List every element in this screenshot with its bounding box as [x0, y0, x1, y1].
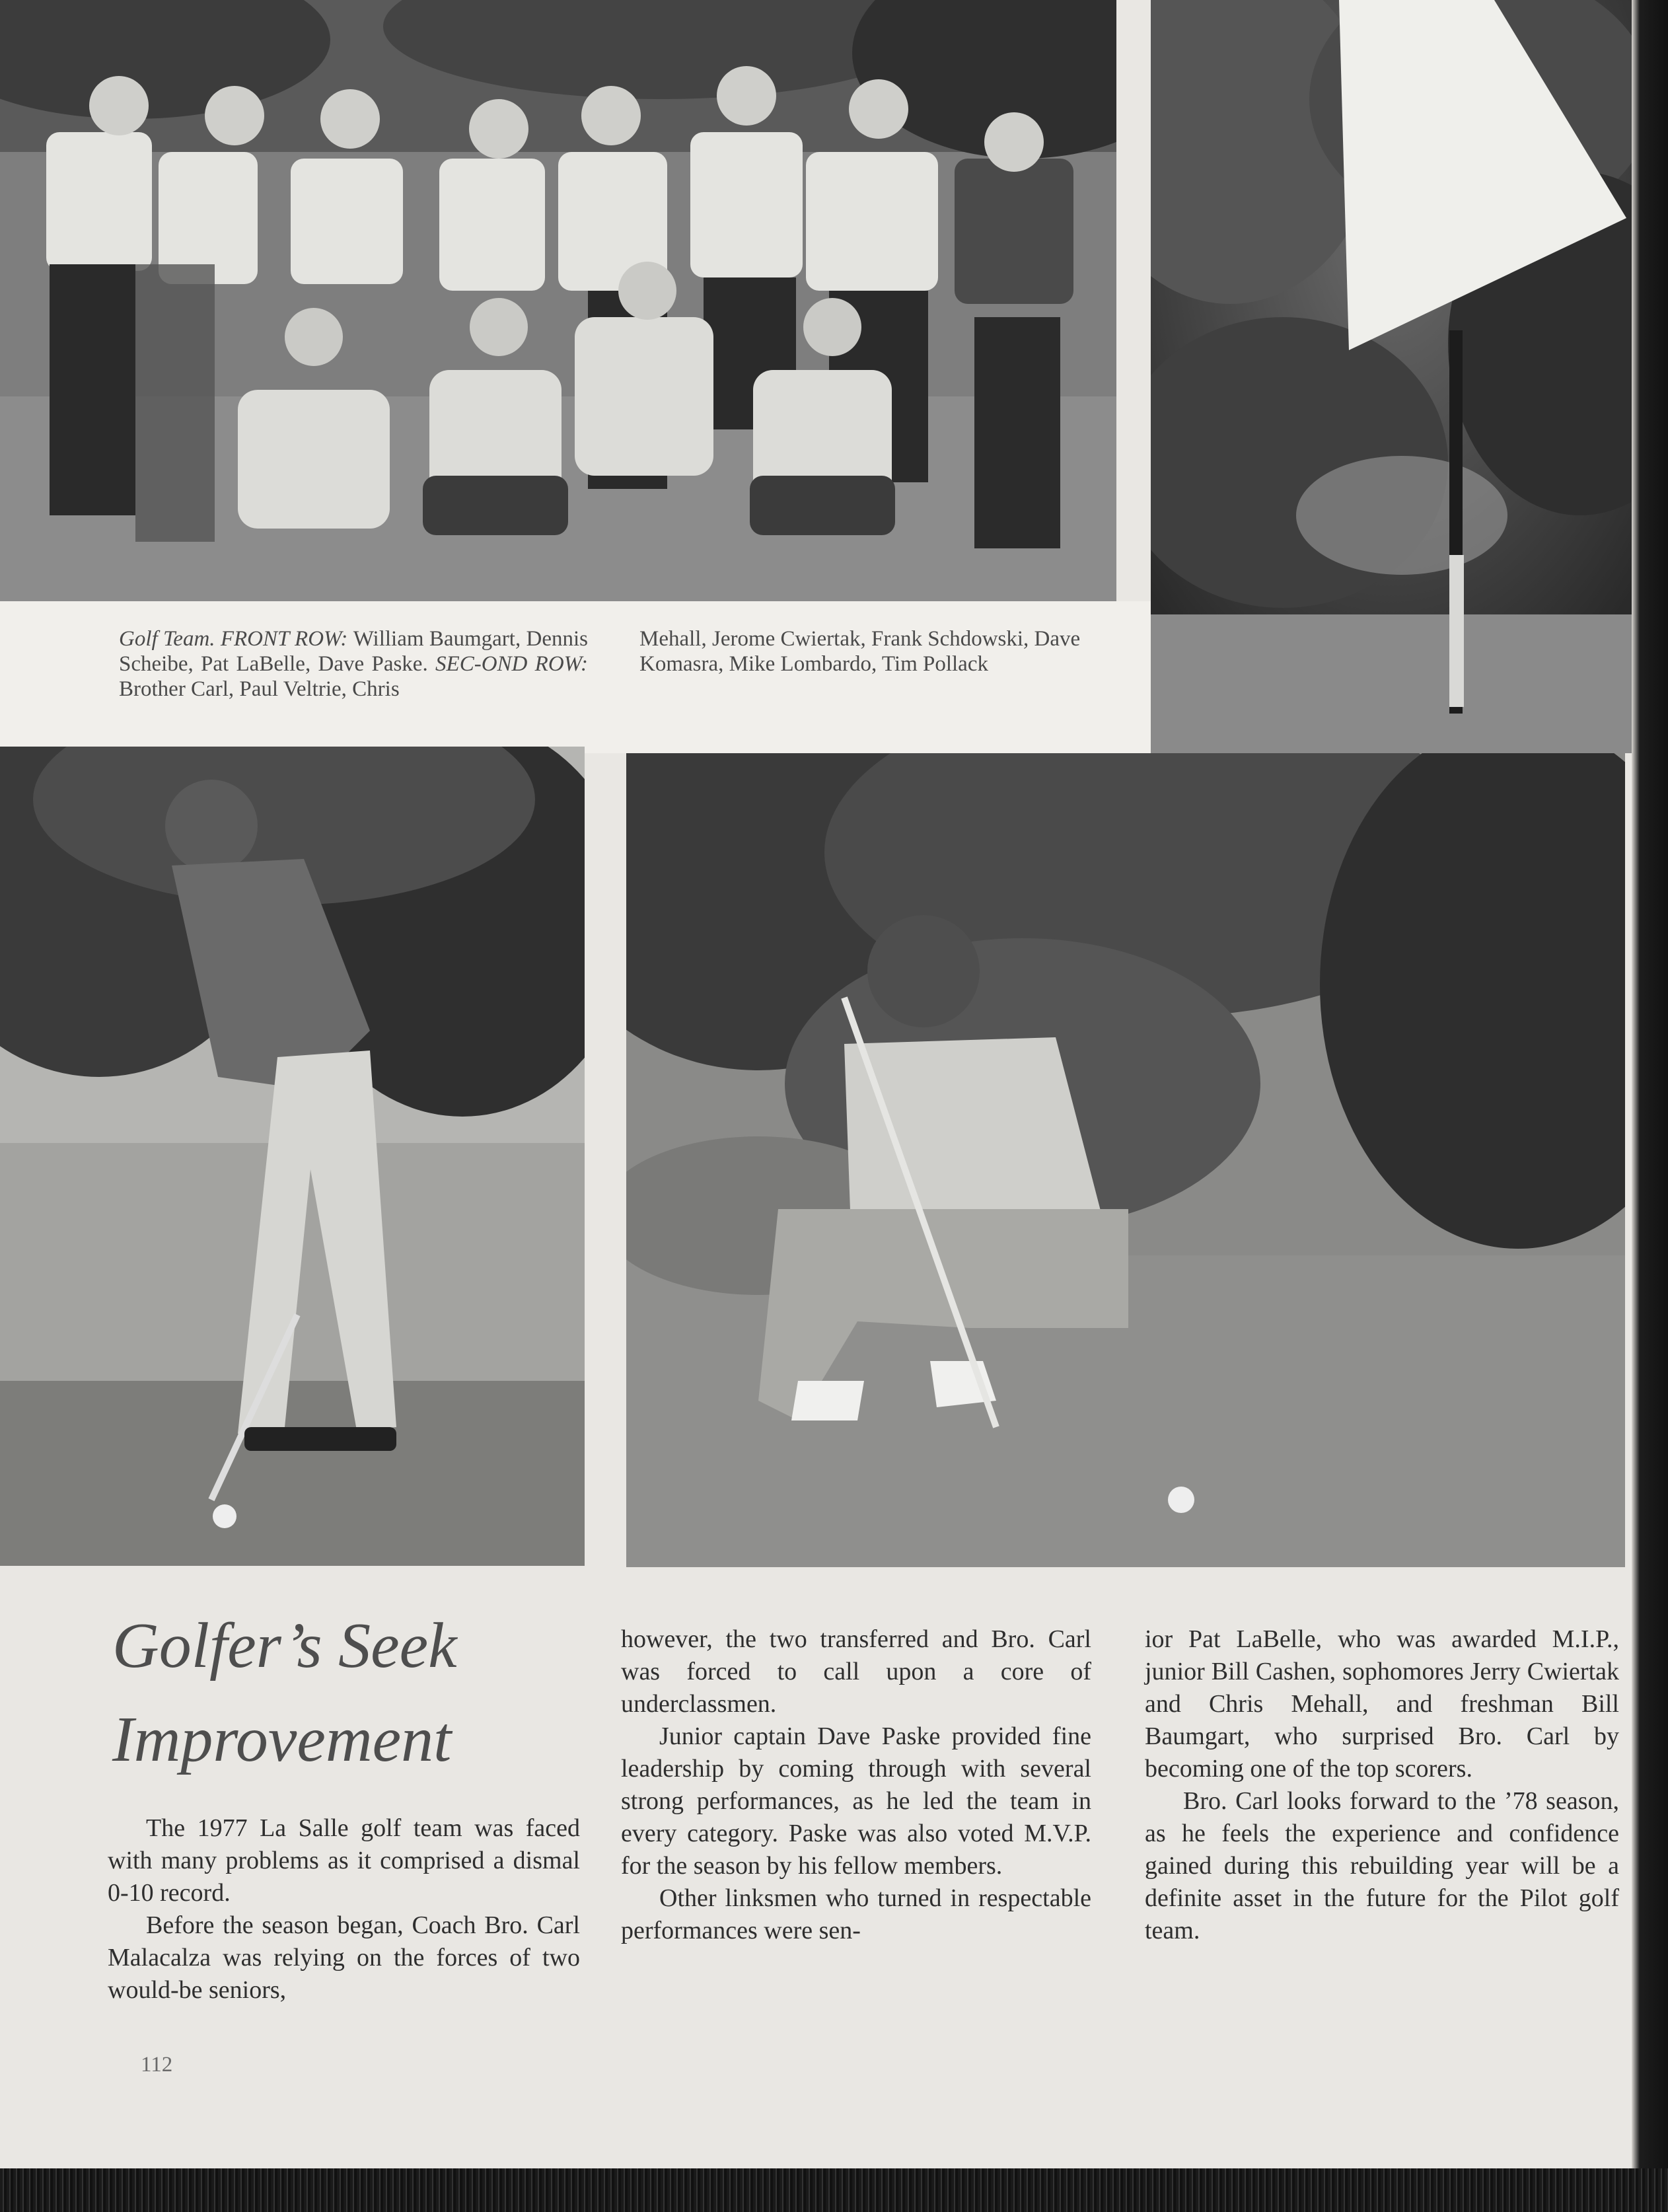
body-paragraph-4: Other linksmen who turned in respectable performances were sen- [621, 1884, 1091, 1944]
putter-photo [0, 747, 585, 1566]
body-paragraph-2: Before the season began, Coach Bro. Carl Malacalza was relying on the forces of two would-be seniors, [108, 1911, 580, 2004]
body-paragraph-1: The 1977 La Salle golf team was faced with many problems as it comprised a dismal 0-10 record. [108, 1814, 580, 1907]
caption-second-row-names: Brother Carl, Paul Veltrie, Chris [119, 677, 400, 701]
body-column-2 [621, 1623, 1091, 1947]
headline-line-2: Improvement [112, 1704, 452, 1775]
page-number: 112 [141, 2053, 173, 2077]
body-paragraph-2-continued: however, the two transferred and Bro. Carl was forced to call upon a core of underclassmen. [621, 1625, 1091, 1718]
photo-caption-right: Mehall, Jerome Cwiertak, Frank Schdowski, Dave Komasra, Mike Lombardo, Tim Pollack [639, 627, 1081, 676]
headline-line-1: Golfer’s Seek [112, 1610, 457, 1681]
page-edge [1632, 0, 1668, 2212]
body-paragraph-3: Junior captain Dave Paske provided fine leadership by coming through with several strong performances, as he led the team in every category. Paske was also voted M.V.P. for the season by his fellow members. [621, 1722, 1091, 1880]
team-photo [0, 0, 1116, 601]
caption-front-row-names: William Baumgart, Dennis Scheibe, Pat LaBelle, Dave Paske. [119, 627, 589, 676]
headline [112, 1599, 575, 1787]
photo-caption-left [119, 626, 588, 702]
bottom-strip [0, 2168, 1668, 2212]
body-paragraph-5: Bro. Carl looks forward to the ’78 season, as he feels the experience and confidence gained during this rebuilding year will be a definite asset in the future for the Pilot golf team. [1145, 1787, 1619, 1944]
body-paragraph-4-continued: ior Pat LaBelle, who was awarded M.I.P., junior Bill Cashen, sophomores Jerry Cwiertak and Chris Mehall, and freshman Bill Baumgart, who surprised Bro. Carl by becoming one of the top scorers. [1145, 1625, 1619, 1783]
crouch-photo [626, 753, 1625, 1567]
body-column-3 [1145, 1623, 1619, 1947]
caption-lead: Golf Team. FRONT ROW: [119, 627, 353, 651]
body-column-1 [108, 1812, 580, 2007]
flag-photo [1151, 0, 1632, 753]
caption-second-row-label: SEC-OND ROW: [435, 652, 589, 676]
